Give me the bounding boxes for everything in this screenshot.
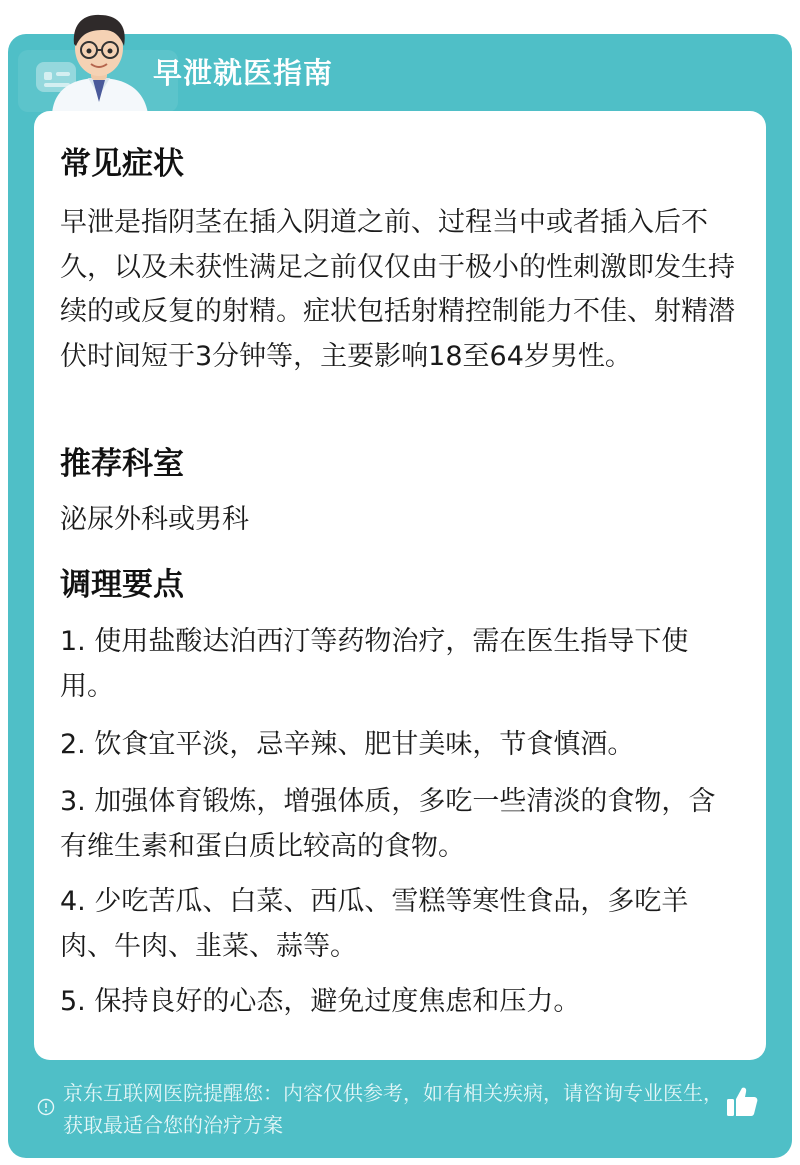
- care-item: 2. 饮食宜平淡，忌辛辣、肥甘美味，节食慎酒。: [60, 729, 635, 760]
- department-text: 泌尿外科或男科: [60, 504, 249, 535]
- disclaimer-text: 京东互联网医院提醒您：内容仅供参考，如有相关疾病，请咨询专业医生，获取最适合您的治疗方案: [63, 1081, 723, 1137]
- care-item: 1. 使用盐酸达泊西汀等药物治疗，需在医生指导下使用。: [60, 626, 689, 702]
- info-icon: [37, 1098, 55, 1116]
- care-item: 4. 少吃苦瓜、白菜、西瓜、雪糕等寒性食品，多吃羊肉、牛肉、韭菜、蒜等。: [60, 886, 689, 962]
- section-title-symptoms: 常见症状: [60, 146, 184, 182]
- doctor-avatar-icon: [44, 6, 154, 114]
- page-title: 早泄就医指南: [153, 56, 334, 90]
- section-title-care: 调理要点: [60, 567, 184, 603]
- section-title-department: 推荐科室: [60, 446, 184, 482]
- care-item: 5. 保持良好的心态，避免过度焦虑和压力。: [60, 986, 581, 1017]
- symptoms-text: 早泄是指阴茎在插入阴道之前、过程当中或者插入后不久，以及未获性满足之前仅仅由于极小的性刺激即发生持续的或反复的射精。症状包括射精控制能力不佳、射精潜伏时间短于3分钟等，主要影响18至64岁男性。: [60, 207, 735, 372]
- thumbs-up-icon[interactable]: [724, 1084, 760, 1120]
- care-item: 3. 加强体育锻炼，增强体质，多吃一些清淡的食物，含有维生素和蛋白质比较高的食物。: [60, 786, 716, 862]
